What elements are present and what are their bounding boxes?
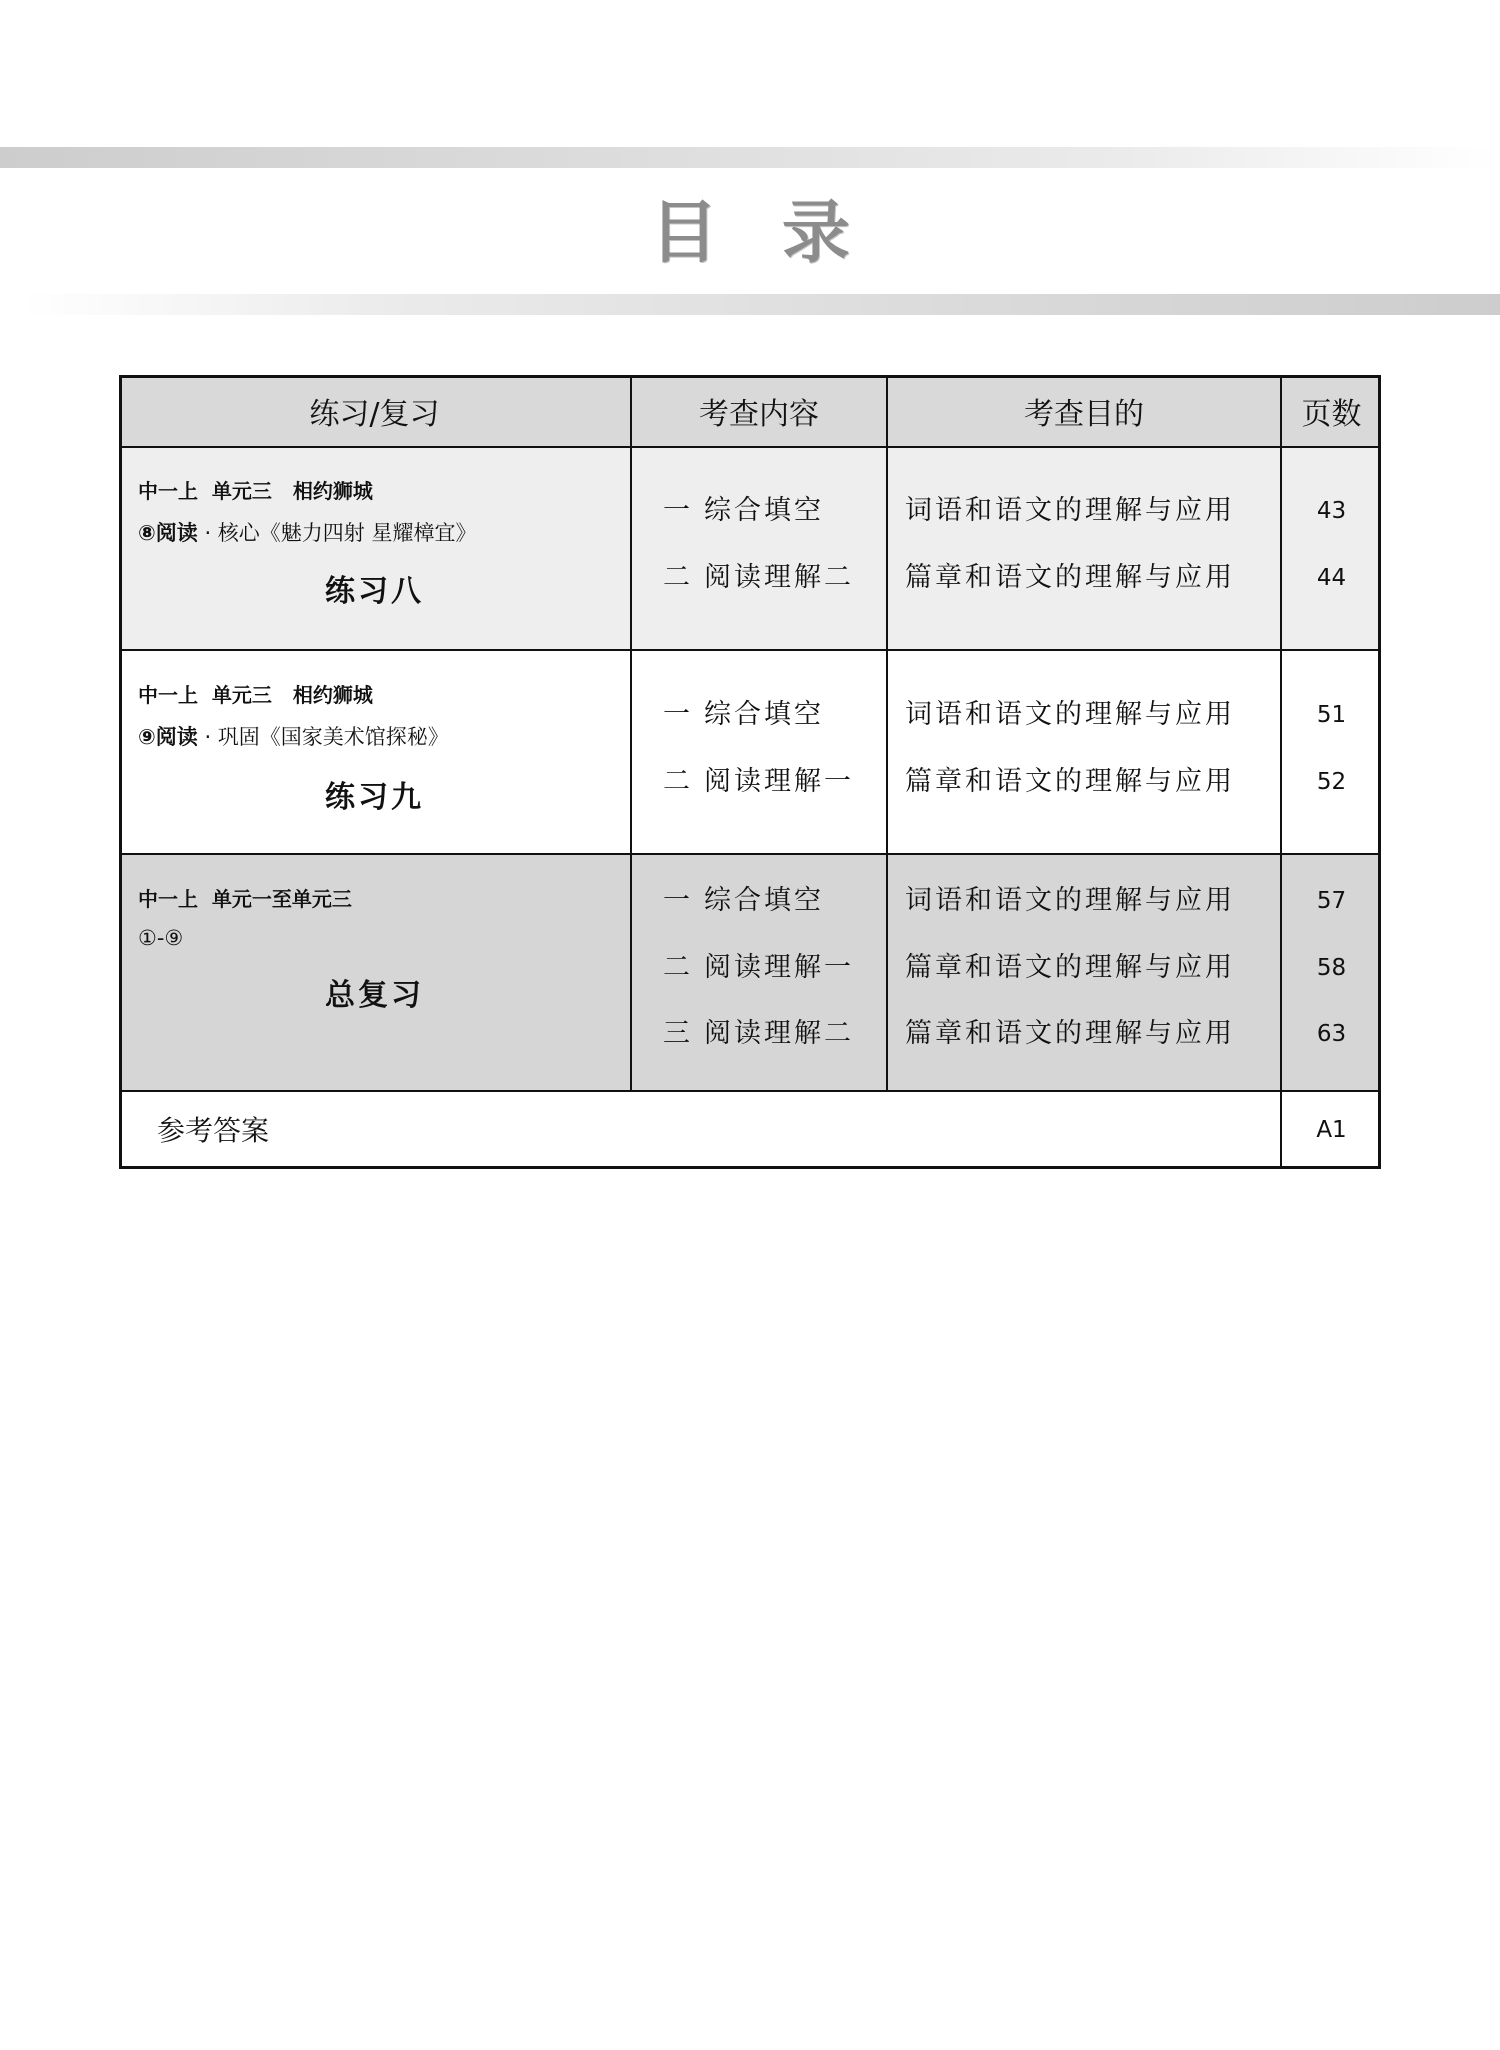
lesson-marker: ⑧阅读 [138,521,198,545]
lesson-label [138,518,476,548]
page-cell [1282,448,1381,649]
item-number: 二 [663,952,690,983]
item-content: 阅读理解一 [704,952,854,983]
lesson-marker: ⑨阅读 [138,725,198,749]
content-cell [632,855,888,1090]
content-cell [632,651,888,853]
item-purpose: 词语和语文的理解与应用 [905,699,1235,730]
page-cell [1282,855,1381,1090]
answers-label[interactable]: 参考答案 [157,1114,270,1147]
unit-label: 中一上 单元三 相约狮城 [138,683,373,707]
item-purpose: 篇章和语文的理解与应用 [905,562,1235,593]
page-cell [1282,651,1381,853]
page-number[interactable]: 52 [1316,769,1347,795]
purpose-cell [888,855,1282,1090]
item-number: 二 [663,562,690,593]
unit-label: 中一上 单元三 相约狮城 [138,479,373,503]
answers-row[interactable] [119,1092,1381,1169]
bottom-decorative-band [20,294,1500,315]
table-row[interactable] [119,651,1381,855]
item-purpose: 篇章和语文的理解与应用 [905,1018,1235,1049]
item-content: 综合填空 [704,495,824,526]
lesson-text: · 核心《魅力四射 星耀樟宜》 [197,521,477,545]
answers-cell [119,1092,1282,1169]
item-content: 综合填空 [704,885,824,916]
top-decorative-band [0,147,1500,168]
unit-label: 中一上 单元一至单元三 [138,887,352,911]
content-cell [632,448,888,649]
page-title: 目 录 [650,194,870,273]
item-number: 一 [663,495,690,526]
header-page: 页数 [1301,396,1362,432]
lesson-text: ①-⑨ [138,926,184,950]
lesson-label [138,923,183,953]
purpose-cell [888,651,1282,853]
table-header-row [119,375,1381,448]
table-row[interactable] [119,855,1381,1092]
exercise-cell [119,651,632,853]
item-content: 阅读理解一 [704,766,854,797]
exercise-cell [119,448,632,649]
page-number[interactable]: 63 [1316,1021,1347,1047]
exercise-name[interactable]: 练习八 [325,574,424,609]
item-content: 阅读理解二 [704,562,854,593]
item-purpose: 词语和语文的理解与应用 [905,885,1235,916]
page-number[interactable]: 44 [1316,565,1347,591]
item-purpose: 词语和语文的理解与应用 [905,495,1235,526]
page-number[interactable]: 58 [1316,955,1347,981]
item-number: 一 [663,699,690,730]
purpose-cell [888,448,1282,649]
contents-table [119,375,1381,1169]
page-number[interactable]: 43 [1316,498,1347,524]
item-content: 综合填空 [704,699,824,730]
lesson-text: · 巩固《国家美术馆探秘》 [197,725,449,749]
page-number[interactable]: 51 [1316,702,1347,728]
header-exercise: 练习/复习 [119,375,632,446]
header-content: 考查内容 [632,375,888,446]
exercise-name[interactable]: 练习九 [325,780,424,815]
exercise-cell [119,855,632,1090]
lesson-label [138,722,449,752]
table-row[interactable] [119,448,1381,651]
item-number: 二 [663,766,690,797]
exercise-name[interactable]: 总复习 [325,978,424,1013]
header-purpose: 考查目的 [888,375,1282,446]
item-number: 三 [663,1018,690,1049]
item-content: 阅读理解二 [704,1018,854,1049]
item-purpose: 篇章和语文的理解与应用 [905,952,1235,983]
item-number: 一 [663,885,690,916]
page-number[interactable]: 57 [1316,888,1347,914]
page-cell [1282,1092,1381,1169]
answers-page-number[interactable]: A1 [1316,1117,1347,1143]
item-purpose: 篇章和语文的理解与应用 [905,766,1235,797]
